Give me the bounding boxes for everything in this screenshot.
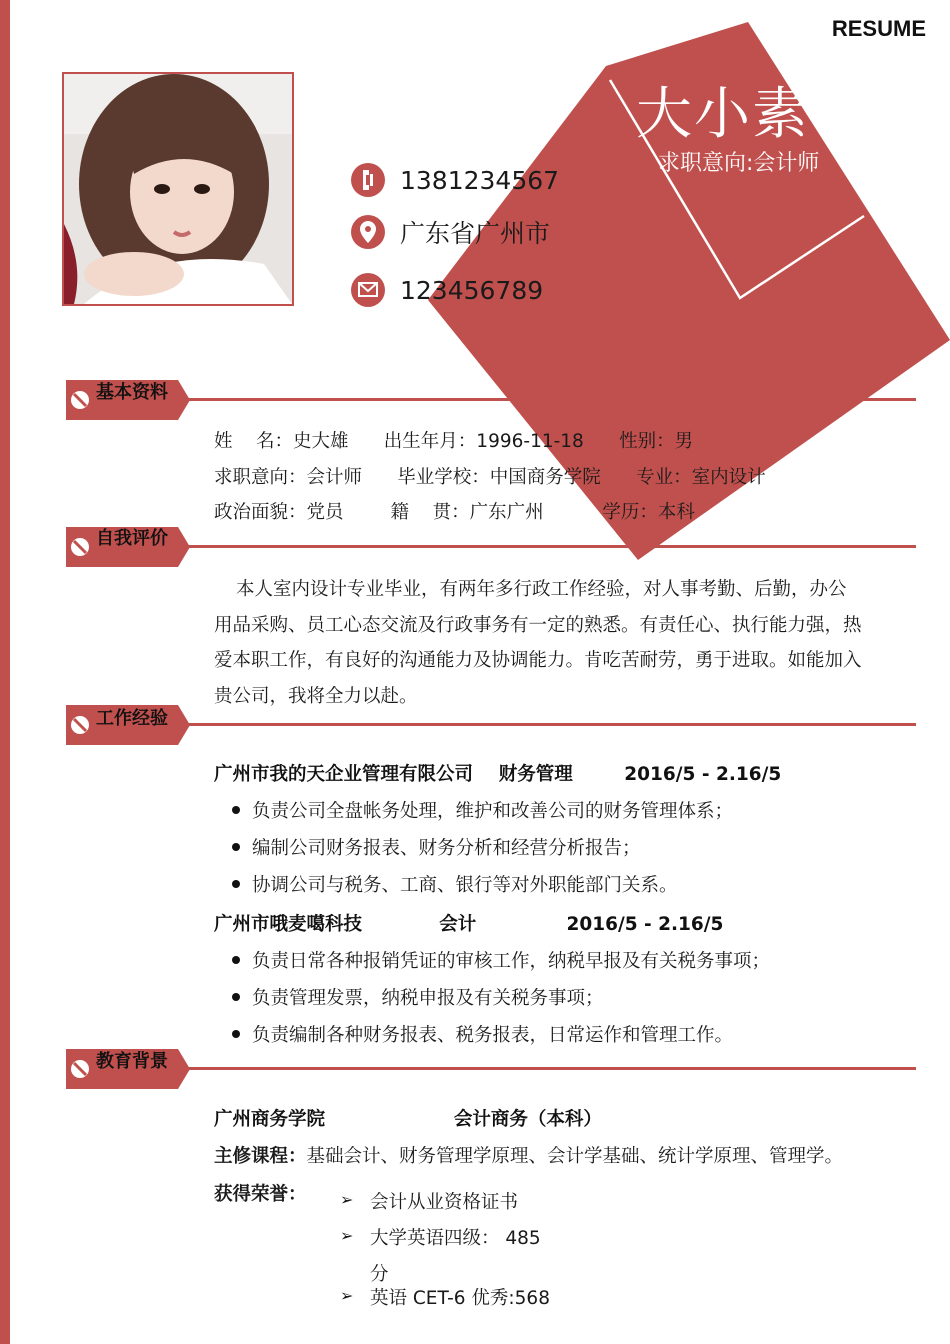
section-divider	[186, 398, 916, 401]
section-divider	[186, 723, 916, 726]
profile-photo	[62, 72, 294, 306]
honor-item: 分	[370, 1264, 389, 1285]
left-accent-bar	[0, 0, 10, 1344]
section-title-edu: 教育背景	[96, 1051, 168, 1072]
job-duty: 负责日常各种报销凭证的审核工作，纳税早报及有关税务事项；	[232, 947, 770, 973]
job-objective: 求职意向:会计师	[658, 151, 820, 176]
basic-info-line: 姓 名：史大雄 出生年月：1996-11-18 性别：男	[214, 431, 694, 452]
section-title-work: 工作经验	[96, 708, 168, 729]
candidate-name: 大小素	[636, 82, 810, 147]
basic-info-line: 求职意向：会计师 毕业学校：中国商务学院 专业：室内设计	[214, 467, 766, 488]
contact-mail	[350, 270, 543, 310]
honors-label: 获得荣誉：	[214, 1184, 307, 1205]
courses-label: 主修课程：	[214, 1146, 307, 1167]
courses-text: 基础会计、财务管理学原理、会计学基础、统计学原理、管理学。	[306, 1146, 844, 1167]
self-evaluation: 本人室内设计专业毕业，有两年多行政工作经验，对人事考勤、后勤，办公用品采购、员工心态交流及行政事务有一定的熟悉。有责任心、执行能力强，热爱本职工作，有良好的沟通能力及协调能力。肯吃苦耐劳，勇于进取。如能加入贵公司，我将全力以赴。	[214, 579, 862, 707]
job-heading: 广州市我的天企业管理有限公司 财务管理 2016/5 - 2.16/5	[214, 764, 782, 785]
section-divider	[186, 1067, 916, 1070]
contact-location	[350, 212, 550, 252]
mail-text: 123456789	[400, 275, 544, 305]
location-pin-icon	[350, 214, 386, 250]
honor-item: ➢ 英语 CET-6 优秀:568	[340, 1286, 550, 1309]
job-duty: 负责公司全盘帐务处理，维护和改善公司的财务管理体系；	[232, 797, 733, 823]
section-divider	[186, 545, 916, 548]
location-text: 广东省广州市	[400, 219, 551, 248]
basic-info-line: 政治面貌：党员 籍 贯：广东广州 学历：本科	[214, 502, 695, 523]
phone-icon	[350, 162, 386, 198]
section-title-self: 自我评价	[96, 528, 168, 549]
resume-label: RESUME	[831, 16, 926, 41]
job-heading: 广州市哦麦噶科技 会计 2016/5 - 2.16/5	[214, 914, 724, 935]
honors-list	[0, 1180, 950, 1309]
education-heading: 广州商务学院 会计商务（本科）	[214, 1109, 602, 1130]
mail-icon	[350, 272, 386, 308]
phone-text: 1381234567	[400, 165, 560, 195]
honor-item: ➢ 会计从业资格证书	[340, 1190, 519, 1213]
job-duty: 编制公司财务报表、财务分析和经营分析报告；	[232, 834, 641, 860]
honor-item: ➢ 大学英语四级： 485	[340, 1226, 541, 1249]
job-duty: 负责管理发票，纳税申报及有关税务事项；	[232, 984, 604, 1010]
section-title-basic: 基本资料	[96, 382, 168, 403]
job-duty: 协调公司与税务、工商、银行等对外职能部门关系。	[232, 871, 678, 897]
courses-row	[214, 1142, 843, 1168]
contact-phone	[350, 160, 559, 200]
job-duty: 负责编制各种财务报表、税务报表，日常运作和管理工作。	[232, 1021, 733, 1047]
